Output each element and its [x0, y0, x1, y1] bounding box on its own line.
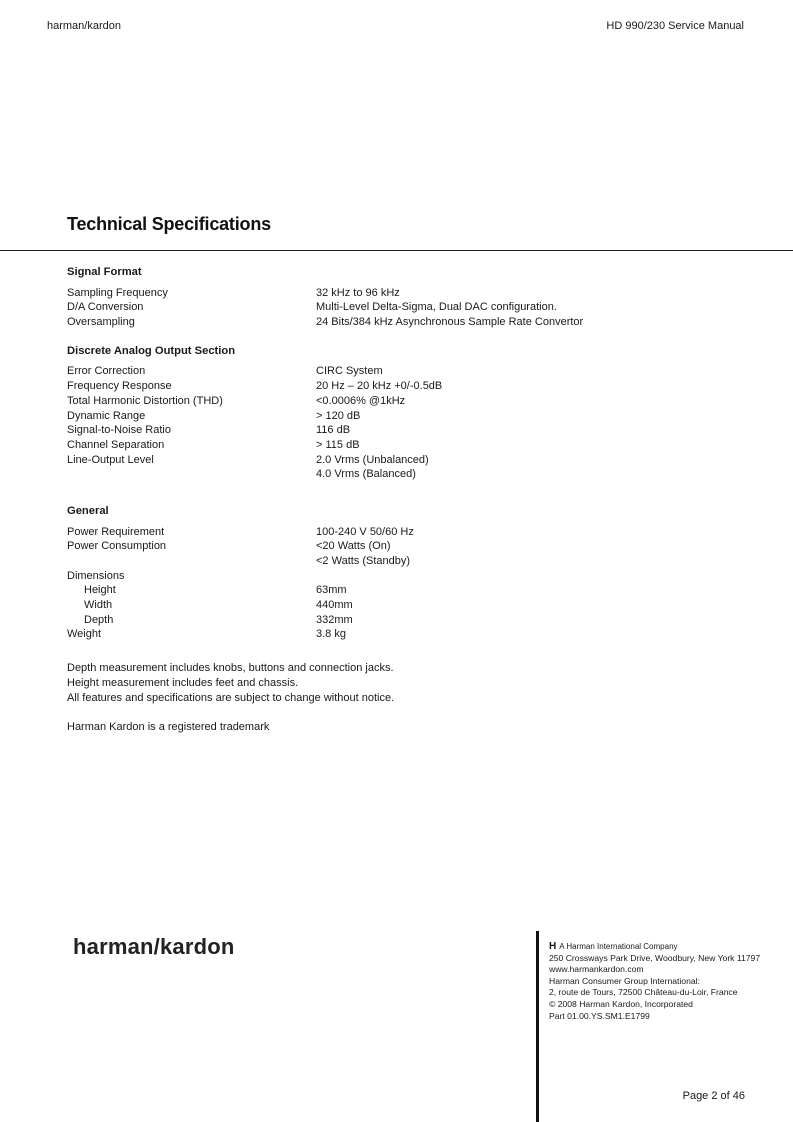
spec-label: Depth [84, 613, 114, 626]
spec-value: 100-240 V 50/60 Hz [316, 525, 414, 538]
section-signal-format [67, 265, 747, 330]
spec-label: Height [84, 584, 116, 597]
spec-value: 4.0 Vrms (Balanced) [316, 468, 416, 481]
spec-label: Width [84, 599, 113, 612]
company-line: 250 Crossways Park Drive, Woodbury, New York 11797 [549, 952, 761, 963]
company-line: H A Harman International Company [549, 941, 678, 952]
spec-label: Total Harmonic Distortion (THD) [67, 394, 223, 407]
specifications [67, 265, 747, 642]
section-title: Discrete Analog Output Section [67, 344, 236, 357]
header-brand: harman/kardon [47, 20, 121, 32]
spec-row [67, 286, 747, 301]
spec-label [67, 554, 316, 569]
spec-value: <20 Watts (On) [316, 540, 391, 553]
company-line: Part 01.00.YS.SM1.E1799 [549, 1010, 650, 1021]
spec-row [67, 453, 747, 468]
spec-label [67, 467, 316, 482]
spec-label: Weight [67, 628, 102, 641]
spec-row [67, 554, 747, 569]
company-line: Harman Consumer Group International: [549, 975, 700, 986]
section-title: Signal Format [67, 266, 142, 278]
spec-row [67, 613, 747, 628]
spec-value: 116 dB [316, 424, 351, 437]
note-depth: Depth measurement includes knobs, buttons and connection jacks. [67, 662, 394, 674]
dimensions-heading [67, 569, 747, 584]
company-line: © 2008 Harman Kardon, Incorporated [549, 998, 693, 1009]
spec-label: Signal-to-Noise Ratio [67, 424, 171, 437]
spec-value: CIRC System [316, 365, 383, 378]
spec-value: 24 Bits/384 kHz Asynchronous Sample Rate Convertor [316, 316, 584, 329]
spec-row [67, 409, 747, 424]
spec-label: Dimensions [67, 569, 125, 582]
company-info [549, 941, 760, 1022]
notes [67, 661, 394, 735]
spec-value: > 115 dB [316, 438, 360, 451]
spec-row [67, 394, 747, 409]
title-divider [0, 250, 793, 251]
spec-value: 332mm [316, 613, 353, 626]
spec-row [67, 315, 747, 330]
note-disclaimer: All features and specifications are subject to change without notice. [67, 692, 395, 704]
spec-label: Sampling Frequency [67, 286, 168, 299]
page-number: Page 2 of 46 [682, 1090, 745, 1102]
spec-label: Dynamic Range [67, 409, 146, 422]
note-trademark: Harman Kardon is a registered trademark [67, 721, 270, 733]
spec-row [67, 539, 747, 554]
spec-row [67, 583, 747, 598]
spec-value: <2 Watts (Standby) [316, 555, 411, 567]
spec-value: 2.0 Vrms (Unbalanced) [316, 453, 429, 466]
spec-label: Oversampling [67, 316, 135, 329]
harman-kardon-logo: harman/kardon [73, 934, 235, 959]
section-general [67, 504, 747, 642]
footer-divider [536, 931, 539, 1122]
spec-row [67, 467, 747, 482]
spec-row [67, 379, 747, 394]
spec-row [67, 627, 747, 642]
company-line: www.harmankardon.com [549, 964, 644, 975]
spec-value: Multi-Level Delta-Sigma, Dual DAC configuration. [316, 301, 557, 314]
spec-row [67, 438, 747, 453]
spec-value: 20 Hz – 20 kHz +0/-0.5dB [316, 380, 443, 393]
spec-row [67, 300, 747, 315]
spec-label: Error Correction [67, 365, 146, 378]
spec-label: Frequency Response [67, 380, 172, 393]
spec-row [67, 598, 747, 613]
spec-value: 32 kHz to 96 kHz [316, 286, 400, 299]
section-analog-output [67, 344, 747, 482]
spec-label: D/A Conversion [67, 301, 144, 314]
spec-row [67, 525, 747, 540]
spec-label: Power Requirement [67, 525, 165, 538]
spec-label: Channel Separation [67, 438, 165, 451]
page-title: Technical Specifications [67, 214, 271, 234]
header-manual-title: HD 990/230 Service Manual [606, 20, 744, 32]
note-height: Height measurement includes feet and chassis. [67, 677, 299, 689]
spec-label: Line-Output Level [67, 453, 154, 466]
spec-value: > 120 dB [316, 409, 361, 422]
spec-value: <0.0006% @1kHz [316, 394, 406, 407]
spec-row [67, 423, 747, 438]
spec-label: Power Consumption [67, 540, 167, 553]
spec-value: 440mm [316, 599, 353, 612]
spec-value: 3.8 kg [316, 628, 346, 641]
section-title: General [67, 504, 109, 517]
spec-row [67, 364, 747, 379]
company-line: 2, route de Tours, 72500 Château-du-Loir, France [549, 987, 738, 998]
spec-value: 63mm [316, 584, 347, 597]
harman-h-icon: H [549, 941, 557, 952]
